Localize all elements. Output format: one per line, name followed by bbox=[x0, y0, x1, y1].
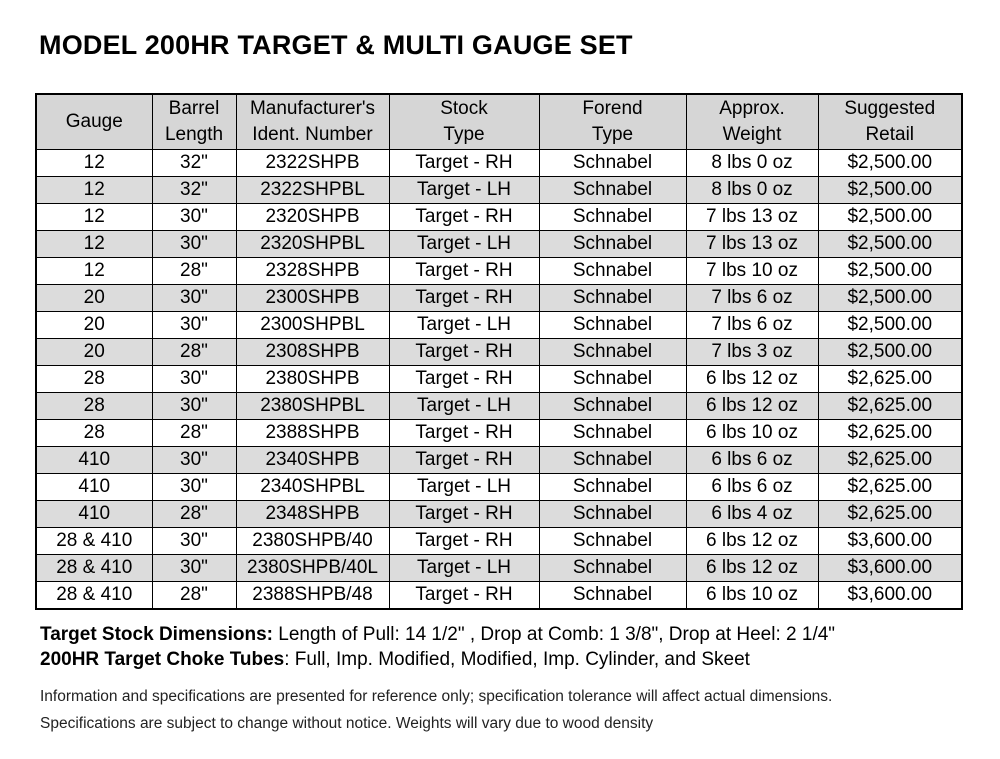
cell-barrel-length: 32" bbox=[152, 150, 236, 177]
cell-forend-type: Schnabel bbox=[539, 366, 686, 393]
cell-ident-number: 2300SHPBL bbox=[236, 312, 389, 339]
table-row bbox=[36, 420, 962, 447]
cell-ident-number: 2322SHPBL bbox=[236, 177, 389, 204]
cell-approx-weight: 6 lbs 10 oz bbox=[686, 582, 818, 610]
table-row bbox=[36, 312, 962, 339]
cell-suggested-retail: $2,625.00 bbox=[818, 474, 962, 501]
table-row bbox=[36, 366, 962, 393]
cell-approx-weight: 6 lbs 6 oz bbox=[686, 447, 818, 474]
cell-suggested-retail: $2,625.00 bbox=[818, 501, 962, 528]
table-row bbox=[36, 501, 962, 528]
cell-suggested-retail: $3,600.00 bbox=[818, 555, 962, 582]
fine-print bbox=[40, 683, 832, 737]
cell-barrel-length: 30" bbox=[152, 231, 236, 258]
table-header-row bbox=[36, 94, 962, 150]
cell-forend-type: Schnabel bbox=[539, 312, 686, 339]
cell-ident-number: 2328SHPB bbox=[236, 258, 389, 285]
column-header-barrel-length bbox=[152, 94, 236, 150]
cell-ident-number: 2300SHPB bbox=[236, 285, 389, 312]
column-header-line: Ident. Number bbox=[252, 124, 373, 145]
cell-forend-type: Schnabel bbox=[539, 204, 686, 231]
cell-barrel-length: 28" bbox=[152, 420, 236, 447]
cell-gauge: 410 bbox=[36, 501, 152, 528]
disclaimer-line: Information and specifications are presented for reference only; specification tolerance will affect actual dimensions. bbox=[40, 688, 833, 705]
cell-barrel-length: 30" bbox=[152, 285, 236, 312]
table-row bbox=[36, 258, 962, 285]
cell-stock-type: Target - RH bbox=[389, 285, 539, 312]
cell-ident-number: 2380SHPBL bbox=[236, 393, 389, 420]
column-header-line: Type bbox=[443, 124, 485, 145]
cell-gauge: 20 bbox=[36, 339, 152, 366]
cell-forend-type: Schnabel bbox=[539, 231, 686, 258]
cell-approx-weight: 8 lbs 0 oz bbox=[686, 177, 818, 204]
page-title: MODEL 200HR TARGET & MULTI GAUGE SET bbox=[39, 30, 633, 60]
cell-suggested-retail: $2,625.00 bbox=[818, 420, 962, 447]
cell-approx-weight: 7 lbs 13 oz bbox=[686, 204, 818, 231]
cell-approx-weight: 6 lbs 6 oz bbox=[686, 474, 818, 501]
column-header-line: Forend bbox=[582, 98, 643, 119]
table-row bbox=[36, 447, 962, 474]
cell-stock-type: Target - LH bbox=[389, 231, 539, 258]
cell-suggested-retail: $2,500.00 bbox=[818, 312, 962, 339]
table-row bbox=[36, 339, 962, 366]
cell-gauge: 12 bbox=[36, 204, 152, 231]
table-row bbox=[36, 555, 962, 582]
notes bbox=[40, 622, 835, 672]
cell-barrel-length: 28" bbox=[152, 339, 236, 366]
cell-suggested-retail: $2,500.00 bbox=[818, 231, 962, 258]
cell-barrel-length: 28" bbox=[152, 582, 236, 610]
column-header-line: Retail bbox=[865, 124, 915, 145]
cell-gauge: 28 & 410 bbox=[36, 528, 152, 555]
cell-suggested-retail: $2,500.00 bbox=[818, 339, 962, 366]
cell-ident-number: 2380SHPB/40 bbox=[236, 528, 389, 555]
cell-gauge: 20 bbox=[36, 312, 152, 339]
cell-forend-type: Schnabel bbox=[539, 447, 686, 474]
column-header-line: Gauge bbox=[65, 111, 123, 132]
cell-gauge: 410 bbox=[36, 474, 152, 501]
cell-approx-weight: 6 lbs 12 oz bbox=[686, 528, 818, 555]
cell-stock-type: Target - RH bbox=[389, 150, 539, 177]
column-header-line: Length bbox=[164, 124, 224, 145]
cell-ident-number: 2348SHPB bbox=[236, 501, 389, 528]
cell-barrel-length: 28" bbox=[152, 501, 236, 528]
table-row bbox=[36, 231, 962, 258]
table-row bbox=[36, 474, 962, 501]
cell-suggested-retail: $2,625.00 bbox=[818, 393, 962, 420]
cell-gauge: 28 bbox=[36, 393, 152, 420]
cell-suggested-retail: $2,500.00 bbox=[818, 177, 962, 204]
cell-suggested-retail: $3,600.00 bbox=[818, 582, 962, 610]
cell-stock-type: Target - RH bbox=[389, 528, 539, 555]
cell-suggested-retail: $3,600.00 bbox=[818, 528, 962, 555]
cell-approx-weight: 7 lbs 6 oz bbox=[686, 312, 818, 339]
choke-tubes-note bbox=[40, 647, 835, 672]
cell-forend-type: Schnabel bbox=[539, 555, 686, 582]
cell-stock-type: Target - LH bbox=[389, 177, 539, 204]
specs-table bbox=[35, 93, 963, 610]
cell-gauge: 410 bbox=[36, 447, 152, 474]
cell-barrel-length: 30" bbox=[152, 366, 236, 393]
cell-ident-number: 2380SHPB/40L bbox=[236, 555, 389, 582]
table-row bbox=[36, 393, 962, 420]
cell-ident-number: 2320SHPBL bbox=[236, 231, 389, 258]
cell-stock-type: Target - RH bbox=[389, 339, 539, 366]
cell-stock-type: Target - RH bbox=[389, 258, 539, 285]
cell-forend-type: Schnabel bbox=[539, 285, 686, 312]
cell-approx-weight: 8 lbs 0 oz bbox=[686, 150, 818, 177]
column-header-line: Stock bbox=[440, 98, 488, 119]
cell-forend-type: Schnabel bbox=[539, 528, 686, 555]
table-row bbox=[36, 528, 962, 555]
stock-dimensions-label: Target Stock Dimensions: bbox=[40, 624, 273, 645]
column-header-line: Manufacturer's bbox=[249, 98, 376, 119]
cell-ident-number: 2388SHPB/48 bbox=[236, 582, 389, 610]
cell-approx-weight: 6 lbs 12 oz bbox=[686, 555, 818, 582]
choke-tubes-text: : Full, Imp. Modified, Modified, Imp. Cylinder, and Skeet bbox=[284, 649, 750, 670]
cell-approx-weight: 6 lbs 4 oz bbox=[686, 501, 818, 528]
cell-approx-weight: 7 lbs 3 oz bbox=[686, 339, 818, 366]
cell-forend-type: Schnabel bbox=[539, 474, 686, 501]
cell-gauge: 12 bbox=[36, 258, 152, 285]
cell-forend-type: Schnabel bbox=[539, 582, 686, 610]
cell-ident-number: 2320SHPB bbox=[236, 204, 389, 231]
cell-suggested-retail: $2,500.00 bbox=[818, 285, 962, 312]
cell-gauge: 12 bbox=[36, 150, 152, 177]
table-row bbox=[36, 177, 962, 204]
cell-approx-weight: 6 lbs 12 oz bbox=[686, 366, 818, 393]
column-header-line: Type bbox=[591, 124, 634, 145]
cell-stock-type: Target - LH bbox=[389, 312, 539, 339]
cell-barrel-length: 30" bbox=[152, 312, 236, 339]
cell-approx-weight: 7 lbs 10 oz bbox=[686, 258, 818, 285]
cell-stock-type: Target - RH bbox=[389, 366, 539, 393]
cell-forend-type: Schnabel bbox=[539, 393, 686, 420]
cell-barrel-length: 32" bbox=[152, 177, 236, 204]
stock-dimensions-note bbox=[40, 622, 835, 647]
cell-barrel-length: 30" bbox=[152, 393, 236, 420]
table-row bbox=[36, 582, 962, 610]
cell-gauge: 28 bbox=[36, 366, 152, 393]
cell-ident-number: 2388SHPB bbox=[236, 420, 389, 447]
cell-gauge: 28 bbox=[36, 420, 152, 447]
cell-ident-number: 2340SHPB bbox=[236, 447, 389, 474]
cell-stock-type: Target - RH bbox=[389, 501, 539, 528]
column-header-ident-number bbox=[236, 94, 389, 150]
cell-gauge: 28 & 410 bbox=[36, 555, 152, 582]
cell-ident-number: 2322SHPB bbox=[236, 150, 389, 177]
cell-gauge: 28 & 410 bbox=[36, 582, 152, 610]
table-row bbox=[36, 285, 962, 312]
cell-stock-type: Target - LH bbox=[389, 474, 539, 501]
cell-forend-type: Schnabel bbox=[539, 420, 686, 447]
cell-stock-type: Target - RH bbox=[389, 204, 539, 231]
cell-barrel-length: 30" bbox=[152, 204, 236, 231]
cell-suggested-retail: $2,500.00 bbox=[818, 204, 962, 231]
cell-stock-type: Target - RH bbox=[389, 582, 539, 610]
cell-gauge: 12 bbox=[36, 231, 152, 258]
cell-barrel-length: 28" bbox=[152, 258, 236, 285]
cell-stock-type: Target - RH bbox=[389, 420, 539, 447]
column-header-line: Weight bbox=[722, 124, 782, 145]
cell-forend-type: Schnabel bbox=[539, 177, 686, 204]
cell-ident-number: 2380SHPB bbox=[236, 366, 389, 393]
cell-stock-type: Target - LH bbox=[389, 555, 539, 582]
cell-forend-type: Schnabel bbox=[539, 501, 686, 528]
column-header-forend-type bbox=[539, 94, 686, 150]
column-header-approx-weight bbox=[686, 94, 818, 150]
cell-barrel-length: 30" bbox=[152, 447, 236, 474]
cell-stock-type: Target - LH bbox=[389, 393, 539, 420]
cell-approx-weight: 7 lbs 13 oz bbox=[686, 231, 818, 258]
cell-approx-weight: 7 lbs 6 oz bbox=[686, 285, 818, 312]
cell-forend-type: Schnabel bbox=[539, 150, 686, 177]
cell-ident-number: 2340SHPBL bbox=[236, 474, 389, 501]
column-header-line: Barrel bbox=[168, 98, 220, 119]
cell-gauge: 20 bbox=[36, 285, 152, 312]
column-header-gauge bbox=[36, 94, 152, 150]
cell-gauge: 12 bbox=[36, 177, 152, 204]
column-header-stock-type bbox=[389, 94, 539, 150]
table-row bbox=[36, 204, 962, 231]
cell-suggested-retail: $2,500.00 bbox=[818, 258, 962, 285]
table-row bbox=[36, 150, 962, 177]
cell-barrel-length: 30" bbox=[152, 555, 236, 582]
cell-suggested-retail: $2,625.00 bbox=[818, 366, 962, 393]
column-header-line: Approx. bbox=[719, 98, 785, 119]
column-header-suggested-retail bbox=[818, 94, 962, 150]
cell-approx-weight: 6 lbs 10 oz bbox=[686, 420, 818, 447]
disclaimer-line: Specifications are subject to change without notice. Weights will vary due to wood density bbox=[40, 715, 654, 732]
cell-suggested-retail: $2,625.00 bbox=[818, 447, 962, 474]
cell-forend-type: Schnabel bbox=[539, 258, 686, 285]
cell-barrel-length: 30" bbox=[152, 528, 236, 555]
cell-suggested-retail: $2,500.00 bbox=[818, 150, 962, 177]
cell-ident-number: 2308SHPB bbox=[236, 339, 389, 366]
cell-stock-type: Target - RH bbox=[389, 447, 539, 474]
cell-barrel-length: 30" bbox=[152, 474, 236, 501]
column-header-line: Suggested bbox=[844, 98, 936, 119]
stock-dimensions-text: Length of Pull: 14 1/2" , Drop at Comb: 1 3/8", Drop at Heel: 2 1/4" bbox=[272, 624, 836, 645]
cell-forend-type: Schnabel bbox=[539, 339, 686, 366]
table-body bbox=[36, 150, 962, 610]
choke-tubes-label: 200HR Target Choke Tubes bbox=[40, 649, 285, 670]
cell-approx-weight: 6 lbs 12 oz bbox=[686, 393, 818, 420]
